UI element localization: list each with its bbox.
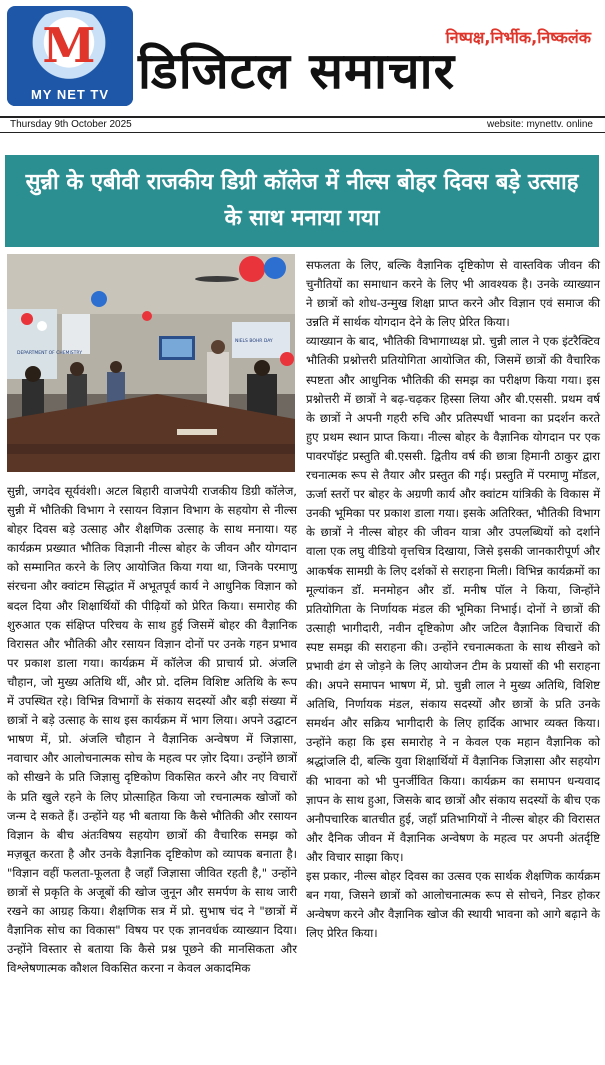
article-paragraph: व्याख्यान के बाद, भौतिकी विभागाध्यक्ष प्रो. चुन्नी लाल ने एक इंटरैक्टिव भौतिकी प्रश्नोत्तरी प्रतियोगिता आयोजित की, जिसमें छात्रों की वैचारिक स्पष्टता और आधुनिक भौतिकी की समझ का परीक्षण किया गया। इस प्रश्नोत्तरी में छात्रों ने बढ़-चढ़कर हिस्सा लिया और बी.एससी. प्रथम वर्ष के छात्रों ने अपनी गहरी रुचि और प्रतिस्पर्धी भावना का प्रदर्शन करते हुए प्रथम स्थान प्राप्त किया। नील्स बोहर के वैज्ञानिक योगदान पर एक पावरपॉइंट प्रस्तुति बी.एससी. द्वितीय वर्ष की छात्रा हिमानी ठाकुर द्वारा रचनात्मक रूप से तैयार और प्रस्तुत की गई। प्रस्तुति में परमाणु मॉडल, ऊर्जा स्तरों पर बोहर के अग्रणी कार्य और क्वांटम यांत्रिकी के विकास में उनकी भूमिका पर प्रकाश डाला गया। इसके अतिरिक्त, भौतिकी विभाग के छात्रों ने नील्स बोहर की जीवन यात्रा और उपलब्धियों को दर्शाने वाला एक लघु वीडियो वृत्तचित्र दिखाया, जिसे इसकी जानकारीपूर्ण और आकर्षक सामग्री के लिए दर्शकों से सराहना मिली। विभिन्न कार्यक्रमों का मूल्यांकन डॉ. मनमोहन और डॉ. मनीष पॉल ने किया, जिन्होंने प्रतियोगिता के निर्णायक मंडल की भूमिका निभाई। दोनों ने छात्रों की उत्साही भागीदारी, नवीन दृष्टिकोण और जटिल वैज्ञानिक विचारों की स्पष्ट समझ की सराहना की। उन्होंने रचनात्मकता के साथ सीखने को प्रभावी ढंग से जोड़ने के लिए आयोजन टीम के प्रयासों की भी सराहना की। अपने समापन भाषण में, प्रो. चुन्नी लाल ने मुख्य अतिथि, विशिष्ट अतिथि, निर्णायक मंडल, संकाय सदस्यों और छात्रों के प्रति उनके समर्थन और सक्रिय भागीदारी के लिए हार्दिक आभार व्यक्त किया। उन्होंने कहा कि इस समारोह ने न केवल एक महान वैज्ञानिक को श्रद्धांजलि दी, बल्कि युवा शिक्षार्थियों में वैज्ञानिक जिज्ञासा और सहयोग की भावना को भी पुनर्जीवित किया। कार्यक्रम का समापन धन्यवाद ज्ञापन के साथ हुआ, जिसके बाद छात्रों और संकाय सदस्यों के बीच एक अनौपचारिक बातचीत हुई, जहाँ प्रतिभागियों ने नील्स बोहर की विरासत और दैनिक जीवन में वैज्ञानिक अन्वेषण के महत्व पर अपनी अंतर्दृष्टि और विचार साझा किए। bbox=[306, 334, 600, 864]
issue-date: Thursday 9th October 2025 bbox=[10, 119, 132, 130]
mynettv-logo[interactable] bbox=[7, 6, 133, 106]
logo-letter: M bbox=[42, 18, 96, 74]
article-paragraph: सफलता के लिए, बल्कि वैज्ञानिक दृष्टिकोण से वास्तविक जीवन की चुनौतियों का समाधान करने के लिए भी आवश्यक है। उनके व्याख्यान ने छात्रों को शोध-उन्मुख शिक्षा प्राप्त करने और विज्ञान एवं समाज की उन्नति में सार्थक योगदान देने के लिए प्रेरित किया। bbox=[306, 258, 600, 330]
article-headline: सुन्नी के एबीवी राजकीय डिग्री कॉलेज में नील्स बोहर दिवस बड़े उत्साह के साथ मनाया गया bbox=[5, 155, 599, 247]
article-column-right bbox=[306, 256, 600, 943]
photo-banner-text: DEPARTMENT OF CHEMISTRY bbox=[17, 351, 82, 356]
masthead bbox=[0, 0, 605, 116]
newspaper-title: डिजिटल समाचार bbox=[138, 42, 456, 100]
website-link[interactable]: website: mynettv. online bbox=[487, 119, 593, 130]
tagline: निष्पक्ष,निर्भीक,निष्कलंक bbox=[445, 28, 591, 47]
article-column-left bbox=[7, 482, 297, 978]
event-photo bbox=[7, 254, 295, 472]
logo-text: MY NET TV bbox=[7, 84, 133, 106]
stage-banner-text: NIELS BOHR DAY bbox=[235, 339, 273, 344]
article-paragraph: सुन्नी, जगदेव सूर्यवंशी। अटल बिहारी वाजपेयी राजकीय डिग्री कॉलेज, सुन्नी में भौतिकी विभाग ने रसायन विज्ञान विभाग के सहयोग से नील्स बोहर दिवस बड़े उत्साह और शैक्षणिक उत्साह के साथ मनाया। यह कार्यक्रम प्रख्यात भौतिक विज्ञानी नील्स बोहर के जीवन और योगदान को सम्मानित करने के लिए आयोजित किया गया था, जिनके परमाणु संरचना और क्वांटम सिद्धांत में अभूतपूर्व कार्य ने आधुनिक विज्ञान को बदल दिया और शिक्षार्थियों की पीढ़ियों को प्रेरित किया। समारोह की शुरुआत एक संक्षिप्त परिचय के साथ हुई जिसमें बोहर की वैज्ञानिक विरासत और भौतिकी और रसायन विज्ञान दोनों पर उनके गहन प्रभाव पर प्रकाश डाला गया। कार्यक्रम में कॉलेज की प्राचार्य प्रो. अंजलि चौहान, जो मुख्य अतिथि थीं, और प्रो. दलिम विशिष्ट अतिथि के रूप में उपस्थित रहे। विभिन्न विभागों के संकाय सदस्यों और बड़ी संख्या में छात्रों ने बड़े उत्साह के साथ इस कार्यक्रम में भाग लिया। अपने उद्घाटन भाषण में, प्रो. अंजलि चौहान ने वैज्ञानिक अन्वेषण में जिज्ञासा, नवाचार और आलोचनात्मक सोच के महत्व पर ज़ोर दिया। उन्होंने छात्रों को सीखने के प्रति जिज्ञासु दृष्टिकोण विकसित करने और नए विचारों के प्रति खुले रहने के लिए प्रोत्साहित किया जो रचनात्मक खोजों को जन्म दे सकते हैं। उन्होंने यह भी बताया कि कैसे भौतिकी और रसायन विज्ञान के बीच अंतःविषय सहयोग छात्रों की वैचारिक समझ को मज़बूत करता है और उनके वैज्ञानिक दृष्टिकोण को व्यापक बनाता है। "विज्ञान वहीं फलता-फूलता है जहाँ जिज्ञासा जीवित रहती है," उन्होंने छात्रों से प्रकृति के अजूबों की खोज जुनून और समर्पण के साथ जारी रखने का आग्रह किया। शैक्षणिक सत्र में प्रो. सुभाष चंद ने "छात्रों में वैज्ञानिक सोच का विकास" विषय पर एक ज्ञानवर्धक व्याख्यान दिया। उन्होंने विस्तार से बताया कि कैसे प्रश्न पूछने की मानसिकता और विश्लेषणात्मक कौशल विकसित करना न केवल अकादमिक bbox=[7, 484, 297, 976]
article-paragraph: इस प्रकार, नील्स बोहर दिवस का उत्सव एक सार्थक शैक्षणिक कार्यक्रम बन गया, जिसने छात्रों को आलोचनात्मक रूप से सोचने, निडर होकर अन्वेषण करने और वैज्ञानिक खोज की स्थायी भावना को आगे बढ़ाने के लिए प्रेरित किया। bbox=[306, 869, 600, 941]
classroom-photo-illustration bbox=[7, 254, 295, 472]
dateline-bar bbox=[0, 116, 605, 133]
